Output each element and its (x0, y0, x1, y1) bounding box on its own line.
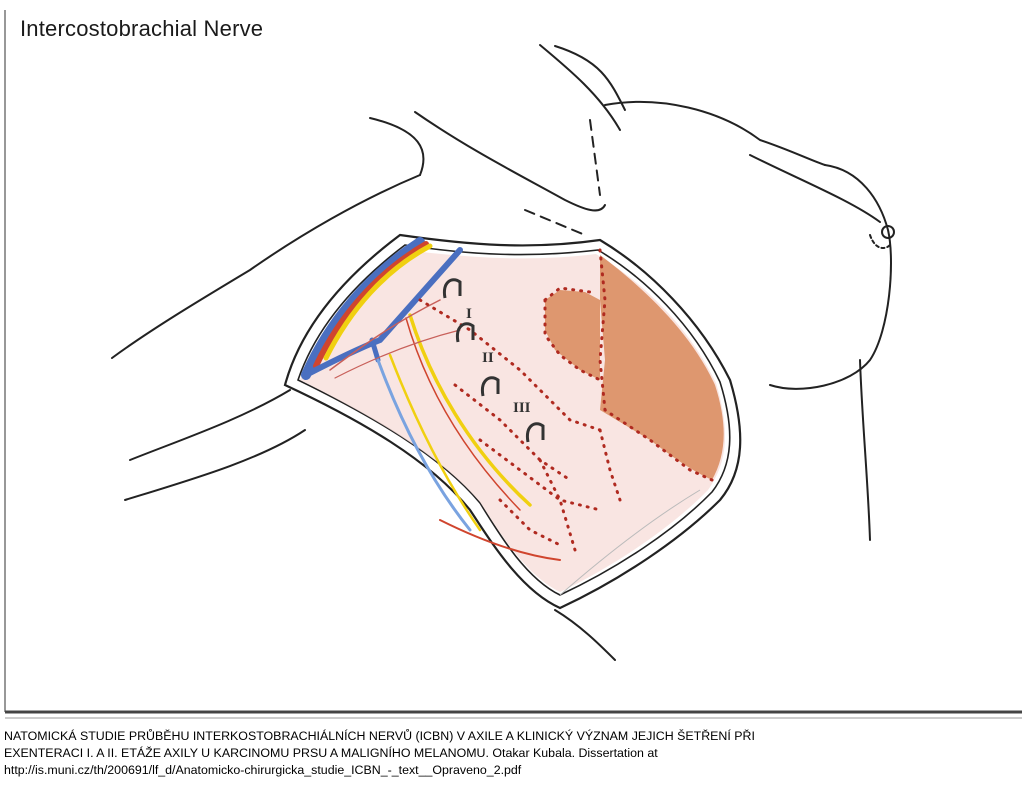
chest-side-line (860, 360, 870, 540)
level-1-label: I (466, 306, 472, 322)
caption-line-1: NATOMICKÁ STUDIE PRŮBĚHU INTERKOSTOBRACHIÁLNÍCH NERVŮ (ICBN) V AXILE A KLINICKÝ VÝZNAM JEJICH ŠETŘENÍ PŘI (4, 729, 755, 743)
figure-caption (4, 728, 1014, 779)
neck-line-2 (555, 46, 625, 110)
dashed-pectoral-line (525, 210, 585, 235)
caption-line-2: EXENTERACI I. A II. ETÁŽE AXILY U KARCINOMU PRSU A MALIGNÍHO MELANOMU. Otakar Kubala. Dissertation at (4, 746, 658, 760)
dashed-vertical-line (590, 120, 600, 195)
level-2-label: II (482, 350, 494, 366)
breast-upper-fold (750, 155, 880, 222)
arm-lower-line-2 (125, 430, 305, 500)
caption-line-3: http://is.muni.cz/th/200691/lf_d/Anatomicko-chirurgicka_studie_ICBN_-_text__Opraveno_2.pdf (4, 763, 522, 777)
level-3-label: III (513, 400, 531, 416)
flank-line (555, 610, 615, 660)
clavicle-line (415, 112, 605, 210)
figure-title: Intercostobrachial Nerve (20, 16, 264, 41)
upper-chest-line (605, 102, 825, 165)
arm-lower-line-1 (130, 390, 290, 460)
shoulder-line (370, 118, 423, 175)
neck-line-1 (540, 45, 620, 130)
breast-outline (770, 165, 891, 389)
